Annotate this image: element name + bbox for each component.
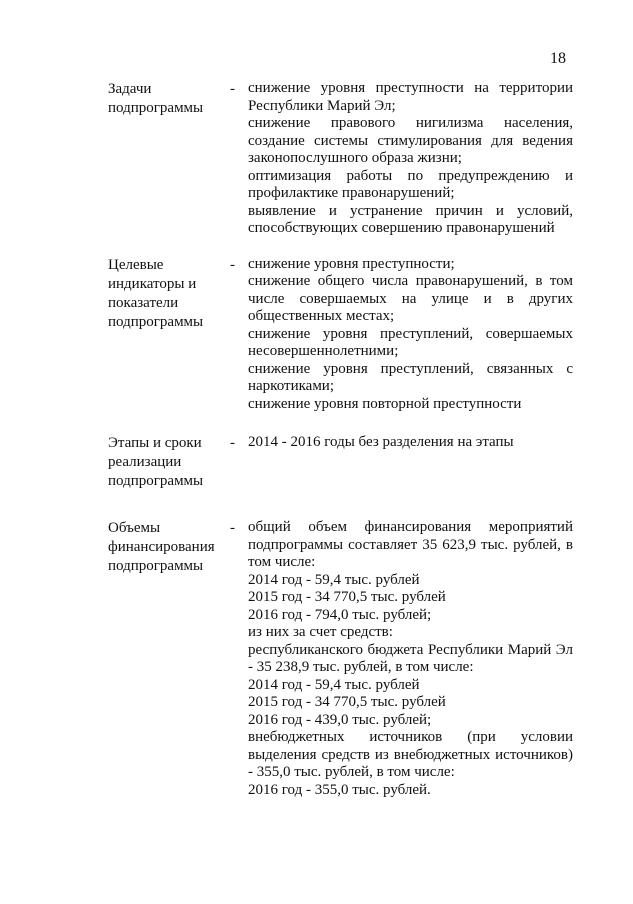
row-value	[248, 256, 573, 414]
row-label-line: финансирования	[108, 539, 215, 555]
value-paragraph: выявление и устранение причин и условий, способствующих совершению правонарушений	[248, 202, 573, 236]
row-label	[108, 519, 230, 576]
passport-row-funding	[108, 519, 573, 799]
row-value	[248, 519, 573, 799]
value-paragraph: 2016 год - 794,0 тыс. рублей;	[248, 606, 432, 623]
value-paragraph: из них за счет средств:	[248, 624, 393, 640]
value-paragraph: 2016 год - 439,0 тыс. рублей;	[248, 711, 432, 728]
page-number: 18	[550, 50, 566, 67]
value-paragraph: 2015 год - 34 770,5 тыс. рублей	[248, 589, 446, 605]
row-dash: -	[230, 81, 235, 97]
value-paragraph: 2014 год - 59,4 тыс. рублей	[248, 571, 420, 588]
value-paragraph: снижение уровня преступности;	[248, 255, 455, 272]
passport-row-stages	[108, 434, 573, 491]
passport-row-tasks	[108, 80, 573, 238]
row-label-line: подпрограммы	[108, 313, 204, 330]
passport-row-targets	[108, 256, 573, 414]
row-label-line: показатели	[108, 294, 179, 311]
row-dash: -	[230, 256, 235, 273]
row-dash: -	[230, 435, 235, 451]
value-paragraph: снижение общего числа правонарушений, в том числе совершаемых на улице и в других общественных местах;	[248, 273, 573, 324]
value-paragraph: снижение уровня преступности на территории Республики Марий Эл;	[248, 80, 573, 114]
row-label-line: Целевые	[108, 256, 164, 273]
value-paragraph: 2014 - 2016 годы без разделения на этапы	[248, 434, 514, 450]
value-paragraph: снижение уровня повторной преступности	[248, 395, 522, 412]
row-label-line: Задачи	[108, 81, 152, 97]
subprogram-passport-table	[108, 80, 573, 799]
value-paragraph: республиканского бюджета Республики Марий Эл - 35 238,9 тыс. рублей, в том числе:	[248, 641, 573, 675]
row-label-line: индикаторы и	[108, 275, 197, 292]
row-label-line: Объемы	[108, 520, 161, 536]
value-paragraph: внебюджетных источников (при условии выделения средств из внебюджетных источников) - 355,0 тыс. рублей, в том числе:	[248, 729, 573, 780]
value-paragraph: 2014 год - 59,4 тыс. рублей	[248, 676, 420, 693]
value-paragraph: снижение правового нигилизма населения, создание системы стимулирования для ведения законопослушного образа жизни;	[248, 115, 573, 166]
value-paragraph: общий объем финансирования мероприятий подпрограммы составляет 35 623,9 тыс. рублей, в том числе:	[248, 519, 573, 570]
row-label-line: подпрограммы	[108, 100, 204, 116]
value-paragraph: снижение уровня преступлений, совершаемых несовершеннолетними;	[248, 325, 573, 359]
row-label-line: Этапы и сроки	[108, 435, 202, 451]
row-label-line: подпрограммы	[108, 558, 204, 574]
value-paragraph: 2016 год - 355,0 тыс. рублей.	[248, 781, 431, 798]
value-paragraph: 2015 год - 34 770,5 тыс. рублей	[248, 694, 446, 710]
value-paragraph: оптимизация работы по предупреждению и профилактике правонарушений;	[248, 167, 573, 201]
row-label	[108, 80, 230, 118]
row-value	[248, 434, 573, 452]
row-label-line: подпрограммы	[108, 473, 204, 489]
row-dash: -	[230, 520, 235, 536]
row-label	[108, 434, 230, 491]
row-value	[248, 80, 573, 238]
row-label	[108, 256, 230, 332]
row-label-line: реализации	[108, 454, 182, 470]
value-paragraph: снижение уровня преступлений, связанных с наркотиками;	[248, 360, 573, 394]
